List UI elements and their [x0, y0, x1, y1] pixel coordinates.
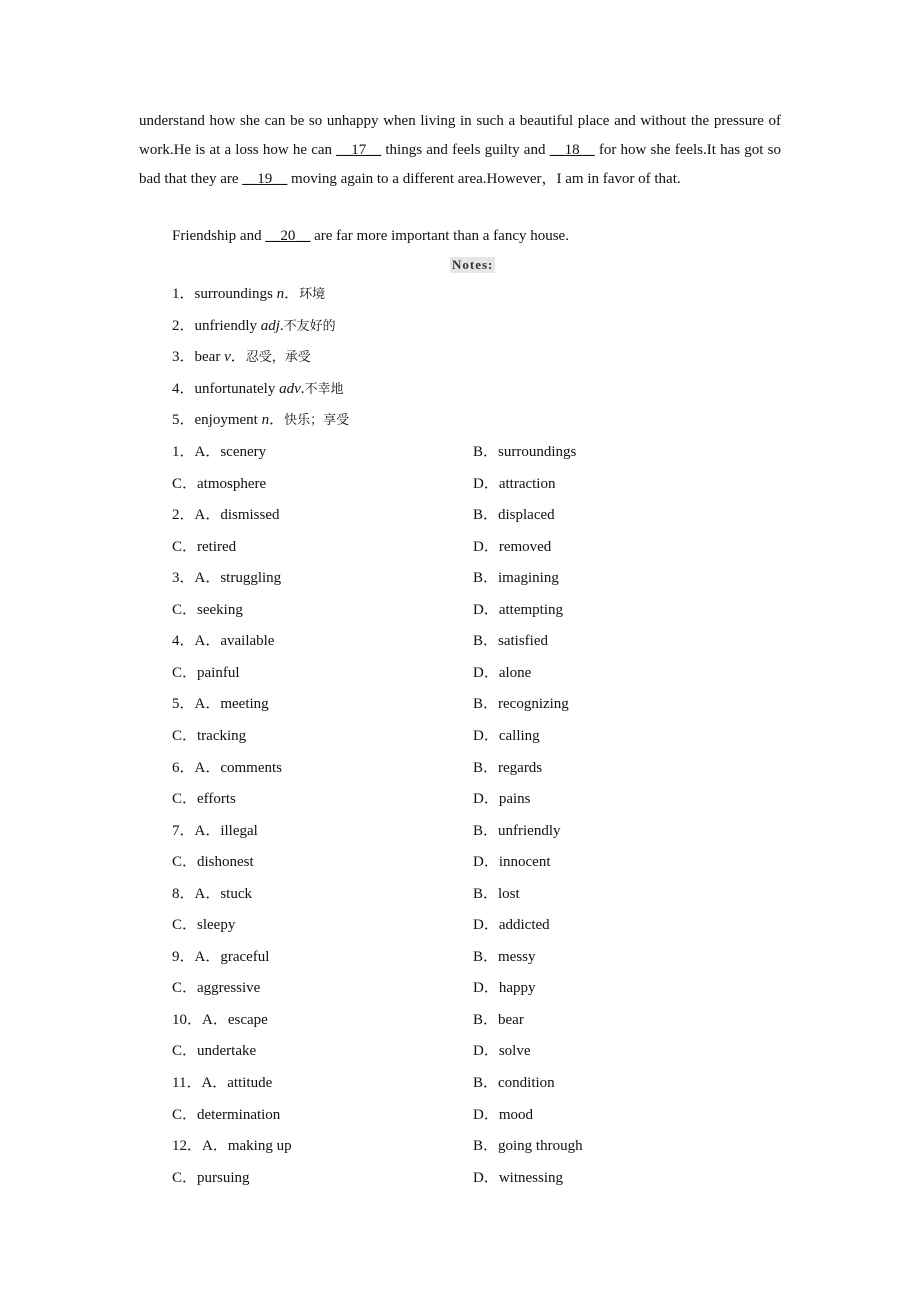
question-2-option-d: D．removed [473, 538, 552, 555]
question-7-option-b: B．unfriendly [473, 822, 561, 839]
question-7-option-a: 7．A．illegal [172, 822, 258, 839]
note-item [172, 284, 325, 305]
note-number: 3． [172, 349, 195, 365]
note-meaning: 不幸地 [304, 381, 344, 397]
passage-paragraph [172, 222, 772, 251]
question-10-option-a: 10．A．escape [172, 1011, 268, 1028]
note-item [172, 316, 336, 337]
note-sep: . [300, 380, 305, 397]
passage-text: understand how she can be so unhappy when living in such a beautiful place and without the pressure of work.He is at a loss how he can [139, 113, 781, 158]
passage-paragraph [139, 107, 781, 194]
passage-text: for how she feels.It has got so bad that they are [139, 142, 781, 187]
note-word: bear [194, 349, 225, 365]
note-sep: ． [230, 349, 246, 365]
question-10-option-d: D．solve [473, 1043, 531, 1060]
note-number: 5． [172, 412, 195, 428]
question-4-option-b: B．satisfied [473, 633, 548, 650]
passage-text: are far more important than a fancy house. [310, 228, 569, 244]
note-sep: ． [269, 412, 285, 428]
question-3-option-b: B．imagining [473, 570, 559, 587]
question-12-option-d: D．witnessing [473, 1169, 564, 1186]
note-sep: . [279, 317, 284, 334]
passage-text: Friendship and [172, 228, 266, 244]
question-8-option-a: 8．A．stuck [172, 885, 252, 902]
question-7-option-c: C．dishonest [172, 854, 254, 871]
blank-17: __17__ [336, 142, 382, 158]
blank-20: __20__ [265, 228, 311, 244]
note-pos: adj [260, 317, 280, 334]
note-word: unfortunately [194, 380, 280, 397]
question-9-option-c: C．aggressive [172, 980, 261, 997]
passage-text: things and feels guilty and [381, 142, 550, 158]
question-11-option-c: C．determination [172, 1106, 281, 1123]
note-meaning: 不友好的 [283, 318, 336, 334]
note-meaning: 环境 [299, 287, 326, 302]
question-1-option-b: B．surroundings [473, 444, 577, 460]
blank-18: __18__ [549, 142, 595, 158]
note-sep: ． [284, 286, 300, 302]
question-12-option-c: C．pursuing [172, 1169, 250, 1186]
note-pos: n [261, 412, 270, 428]
note-pos: adv [279, 380, 301, 397]
question-6-option-d: D．pains [473, 791, 531, 807]
question-8-option-b: B．lost [473, 885, 520, 902]
question-2-option-c: C．retired [172, 538, 237, 555]
question-1-option-c: C．atmosphere [172, 475, 267, 492]
question-10-option-b: B．bear [473, 1011, 524, 1028]
question-1-option-a: 1．A．scenery [172, 444, 267, 460]
question-10-option-c: C．undertake [172, 1043, 257, 1060]
question-3-option-d: D．attempting [473, 601, 563, 618]
question-5-option-d: D．calling [473, 727, 540, 744]
question-2-option-b: B．displaced [473, 507, 555, 524]
question-12-option-a: 12．A．making up [172, 1138, 292, 1155]
question-11-option-b: B．condition [473, 1075, 555, 1091]
question-11-option-d: D．mood [473, 1106, 534, 1123]
note-number: 2． [172, 317, 195, 334]
note-item [172, 410, 349, 431]
question-4-option-d: D．alone [473, 664, 532, 681]
question-9-option-b: B．messy [473, 948, 536, 965]
question-9-option-d: D．happy [473, 980, 536, 997]
question-5-option-a: 5．A．meeting [172, 696, 269, 713]
question-1-option-d: D．attraction [473, 475, 556, 492]
question-5-option-c: C．tracking [172, 727, 247, 744]
note-item [172, 347, 311, 368]
question-12-option-b: B．going through [473, 1138, 583, 1155]
question-6-option-b: B．regards [473, 759, 543, 776]
note-number: 4． [172, 380, 195, 397]
note-pos: v [224, 349, 231, 365]
question-11-option-a: 11．A．attitude [172, 1075, 273, 1091]
question-8-option-d: D．addicted [473, 917, 550, 934]
note-number: 1． [172, 286, 195, 302]
note-meaning: 忍受，承受 [245, 350, 311, 365]
question-7-option-d: D．innocent [473, 854, 551, 871]
question-5-option-b: B．recognizing [473, 696, 569, 713]
note-pos: n [276, 286, 285, 302]
note-word: unfriendly [194, 317, 261, 334]
notes-heading: Notes: [452, 257, 494, 272]
note-item [172, 379, 344, 400]
question-4-option-c: C．painful [172, 664, 240, 681]
note-word: enjoyment [194, 412, 262, 428]
question-4-option-a: 4．A．available [172, 633, 275, 650]
note-word: surroundings [194, 286, 277, 302]
question-8-option-c: C．sleepy [172, 917, 236, 934]
question-6-option-c: C．efforts [172, 791, 236, 807]
passage-text: moving again to a different area.However，I am in favor of that. [287, 171, 681, 187]
question-6-option-a: 6．A．comments [172, 759, 282, 776]
blank-19: __19__ [242, 171, 288, 187]
question-9-option-a: 9．A．graceful [172, 948, 270, 965]
question-2-option-a: 2．A．dismissed [172, 507, 280, 524]
note-meaning: 快乐；享受 [284, 413, 350, 428]
question-3-option-c: C．seeking [172, 601, 243, 618]
question-3-option-a: 3．A．struggling [172, 570, 282, 587]
